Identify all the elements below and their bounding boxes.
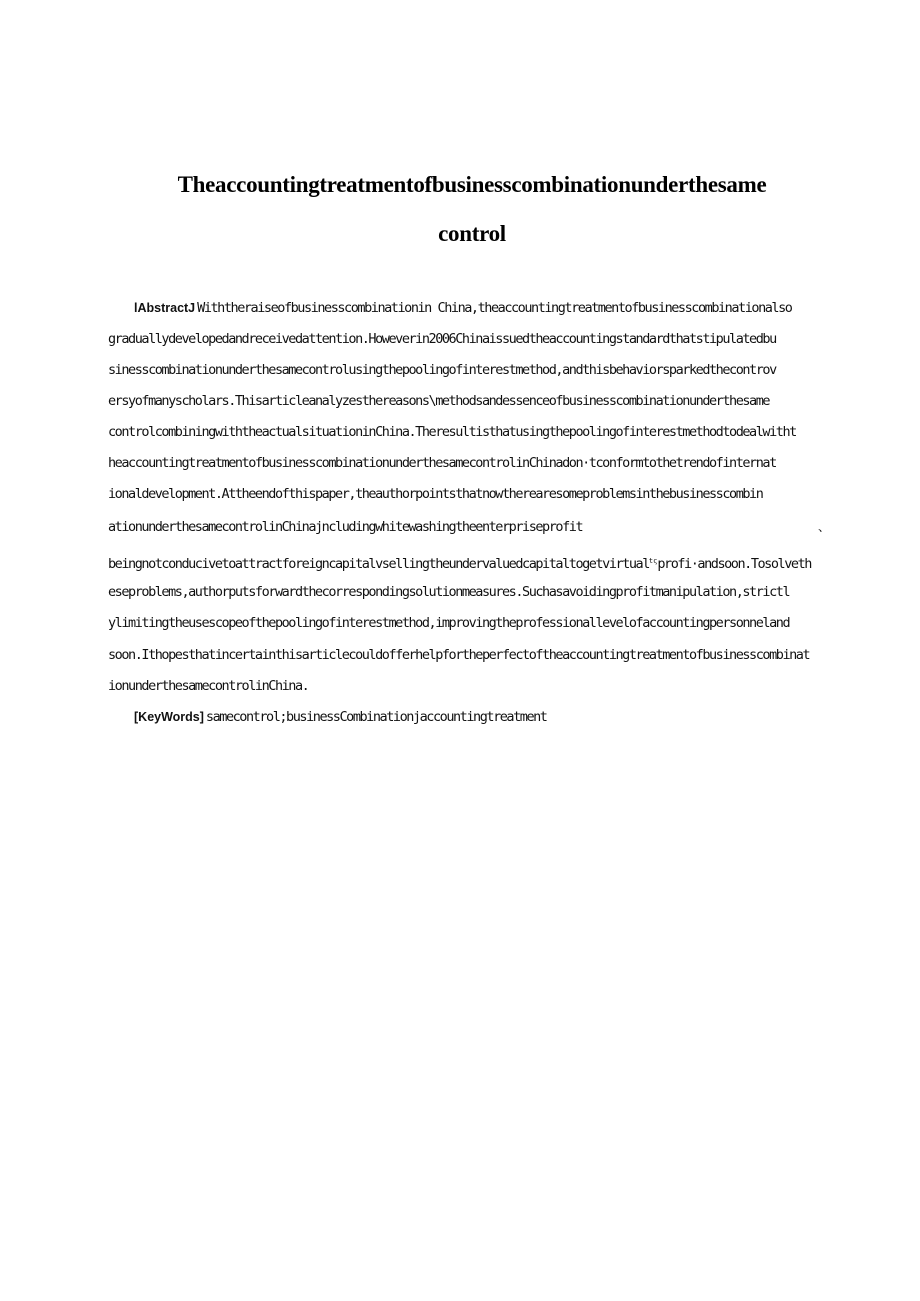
title-line-2: control [438, 221, 506, 246]
abstract-line-1 [134, 298, 836, 318]
abstract-line-2: graduallydevelopedandreceivedattention.Howeverin2006Chinaissuedtheaccountingstandardthatstipulatedbu [108, 331, 776, 347]
keywords-text: samecontrol;businessCombinationjaccountingtreatment [205, 709, 547, 725]
abstract-line-6: heaccountingtreatmentofbusinesscombinationunderthesamecontrolinChinadon·tconformtothetrendofinternat [108, 455, 776, 471]
abstract-line-12: soon.Ithopesthatincertainthisarticlecouldofferhelpfortheperfectoftheaccountingtreatmentofbusinesscombinat [108, 647, 810, 663]
keywords-line [134, 707, 836, 727]
abstract-text-1: Withtheraiseofbusinesscombinationin China,theaccountingtreatmentofbusinesscombinationalso [197, 300, 792, 316]
abstract-line-9 [108, 551, 836, 574]
keywords-label: [KeyWords] [134, 710, 204, 724]
abstract-line-5: controlcombiningwiththeactualsituationinChina.Theresultisthatusingthepoolingofinterestmethodtodealwitht [108, 424, 796, 440]
abstract-line-8-mark: 、 [818, 520, 831, 534]
abstract-label: lAbstractJ [134, 301, 196, 315]
abstract-line-9-sup: tς [648, 557, 658, 565]
abstract-text-9: beingnotconducivetoattractforeigncapitalvsellingtheundervaluedcapitaltogetvirtual [108, 556, 649, 572]
abstract-line-4: ersyofmanyscholars.Thisarticleanalyzesthereasons\methodsandessenceofbusinesscombinationunderthesame [108, 393, 770, 409]
abstract-line-7: ionaldevelopment.Attheendofthispaper,theauthorpointsthatnowtherearesomeproblemsinthebusinesscombin [108, 486, 763, 502]
abstract-line-11: ylimitingtheusescopeofthepoolingofinterestmethod,improvingtheprofessionallevelofaccountingpersonneland [108, 615, 790, 631]
abstract-text-9b: profi·andsoon.Tosolveth [657, 556, 811, 572]
abstract-line-10: eseproblems,authorputsforwardthecorrespondingsolutionmeasures.Suchasavoidingprofitmanipulation,strictl [108, 584, 790, 600]
title-line-1: Theaccountingtreatmentofbusinesscombinationunderthesame [177, 172, 767, 197]
abstract-line-3: sinesscombinationunderthesamecontrolusingthepoolingofinterestmethod,andthisbehaviorsparkedthecontrov [108, 362, 776, 378]
abstract-line-13: ionunderthesamecontrolinChina. [108, 678, 309, 694]
abstract-line-8: ationunderthesamecontrolinChinajncludingwhitewashingtheenterpriseprofit [108, 519, 583, 535]
